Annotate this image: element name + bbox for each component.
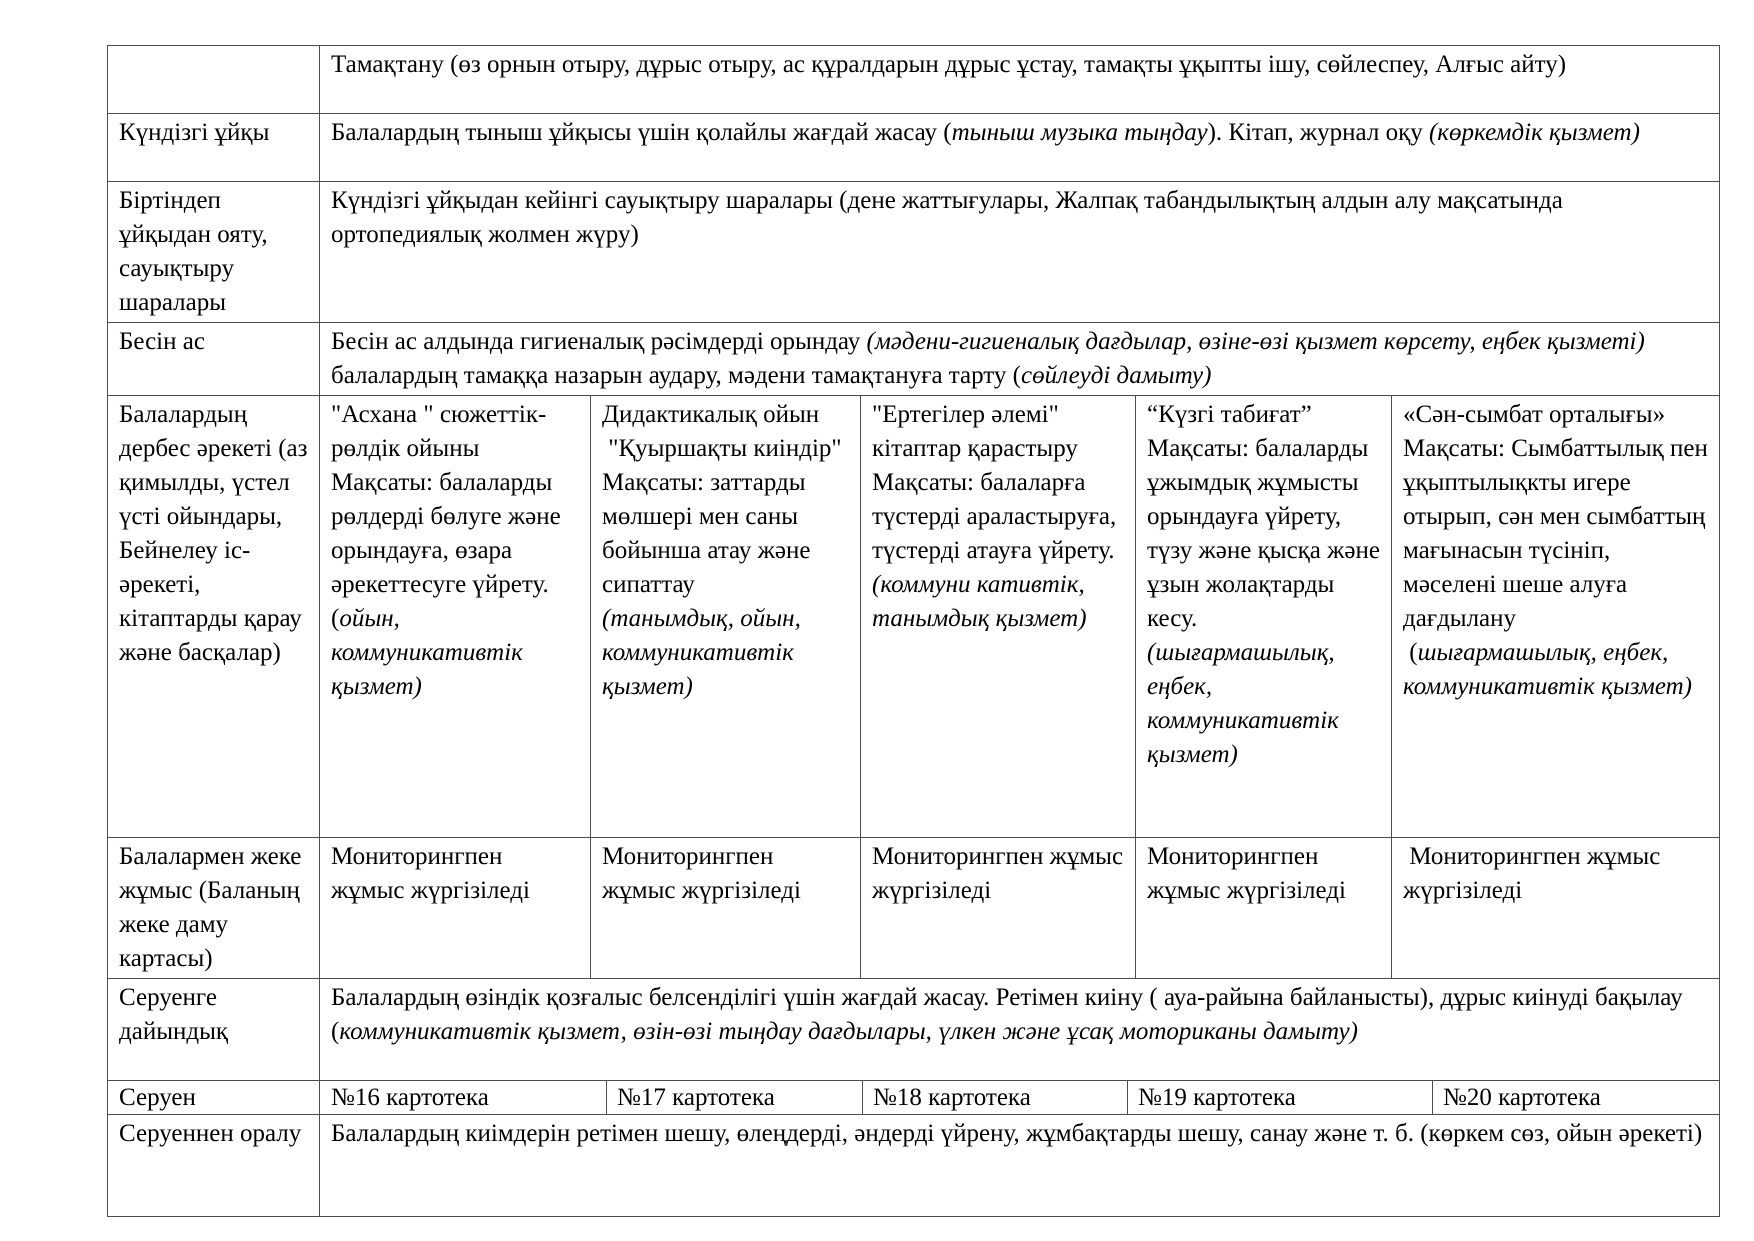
individual-work-cell: Мониторингпен жұмыс жүргізіледі bbox=[320, 838, 591, 979]
cell-divider bbox=[1127, 1081, 1128, 1114]
daily-schedule-table bbox=[107, 45, 1720, 1217]
row-meal-label bbox=[108, 46, 320, 114]
row-return-from-walk-text: Балалардың киімдерін ретімен шешу, өлеңдерді, әндерді үйрену, жұмбақтарды шешу, санау және т. б. (көркем сөз, ойын әрекеті) bbox=[320, 1115, 1720, 1217]
row-daytime-sleep bbox=[108, 114, 1720, 182]
text-part: Балалардың өзіндік қозғалыс белсенділігі үшін жағдай жасау. Ретімен киіну ( ауа-райына байланысты), дұрыс киінуді бақылау ( bbox=[331, 984, 1683, 1045]
activity-text: Дидактикалық ойын "Қуыршақты киіндір" Мақсаты: заттарды мөлшері мен саны бойынша атау және сипаттау bbox=[602, 401, 842, 598]
individual-work-cell: Мониторингпен жұмыс жүргізіледі bbox=[861, 838, 1136, 979]
row-walk-prep-label: Серуенге дайындық bbox=[108, 979, 320, 1081]
row-wake-up-label: Біртіндеп ұйқыдан ояту, сауықтыру шаралары bbox=[108, 182, 320, 323]
row-afternoon-snack-label: Бесін ас bbox=[108, 323, 320, 396]
row-wake-up bbox=[108, 182, 1720, 323]
activity-category: (танымдық, ойын, коммуникативтік қызмет) bbox=[602, 605, 808, 700]
row-daytime-sleep-label: Күндізгі ұйқы bbox=[108, 114, 320, 182]
walk-card: №18 картотека bbox=[873, 1084, 1031, 1111]
cell-divider bbox=[1432, 1081, 1433, 1114]
activity-text: "Ертегілер әлемі" кітаптар қарастыру Мақсаты: балаларға түстерді араластыруға, түстерді атауға үйрету. bbox=[872, 401, 1117, 564]
row-walk-cards bbox=[320, 1081, 1720, 1115]
row-meal bbox=[108, 46, 1720, 114]
activity-text: "Асхана " сюжеттік-рөлдік ойыны Мақсаты: балаларды рөлдерді бөлуге және орындауға, өзара әрекеттесуге үйрету. ( bbox=[331, 401, 561, 632]
activity-text: «Сән-сымбат орталығы» Мақсаты: Сымбаттылық пен ұқыптылықкты игере отырып, сән мен сымбаттың мағынасын түсініп, мәселені шеше алуға дағдылану ( bbox=[1403, 401, 1708, 666]
row-walk-label: Серуен bbox=[108, 1081, 320, 1115]
individual-work-cell: Мониторингпен жұмыс жүргізіледі bbox=[1136, 838, 1392, 979]
row-afternoon-snack bbox=[108, 323, 1720, 396]
text-part-italic: (мәдени-гигиеналық дағдылар, өзіне-өзі қызмет көрсету, еңбек қызметі) bbox=[866, 328, 1645, 355]
text-part: ). Кітап, журнал оқу bbox=[1207, 119, 1429, 146]
row-wake-up-text: Күндізгі ұйқыдан кейінгі сауықтыру шаралары (дене жаттығулары, Жалпақ табандылықтың алдын алу мақсатында ортопедиялық жолмен жүру) bbox=[320, 182, 1720, 323]
activity-category: (шығармашылық, еңбек, коммуникативтік қызмет) bbox=[1147, 639, 1346, 768]
walk-card: №17 картотека bbox=[617, 1084, 775, 1111]
row-independent-activity bbox=[108, 396, 1720, 838]
text-part: балалардың тамаққа назарын аудару, мәдени тамақтануға тарту ( bbox=[331, 362, 1021, 389]
row-afternoon-snack-text bbox=[320, 323, 1720, 396]
activity-cell bbox=[1392, 396, 1720, 838]
text-part-italic: коммуникативтік қызмет, өзін-өзі тыңдау дағдылары, үлкен және ұсақ моториканы дамыту) bbox=[339, 1018, 1358, 1045]
row-return-from-walk bbox=[108, 1115, 1720, 1217]
row-meal-text: Тамақтану (өз орнын отыру, дұрыс отыру, ас құралдарын дұрыс ұстау, тамақты ұқыпты ішу, сөйлеспеу, Алғыс айту) bbox=[320, 46, 1720, 114]
row-return-from-walk-label: Серуеннен оралу bbox=[108, 1115, 320, 1217]
individual-work-cell: Мониторингпен жұмыс жүргізіледі bbox=[1392, 838, 1720, 979]
individual-work-cell: Мониторингпен жұмыс жүргізіледі bbox=[591, 838, 861, 979]
walk-card: №20 картотека bbox=[1443, 1084, 1601, 1111]
activity-cell bbox=[1136, 396, 1392, 838]
text-part-italic: тыныш музыка тыңдау bbox=[951, 119, 1208, 146]
activity-cell bbox=[320, 396, 591, 838]
row-daytime-sleep-text bbox=[320, 114, 1720, 182]
text-part: Балалардың тыныш ұйқысы үшін қолайлы жағдай жасау ( bbox=[331, 119, 952, 146]
row-independent-activity-label: Балалардың дербес әрекеті (аз қимылды, үстел үсті ойындары, Бейнелеу іс-әрекеті, кітаптарды қарау және басқалар) bbox=[108, 396, 320, 838]
activity-category: ойын, коммуникативтік қызмет) bbox=[331, 605, 530, 700]
text-part-italic: сөйлеуді дамыту) bbox=[1020, 362, 1212, 389]
walk-card: №16 картотека bbox=[331, 1084, 489, 1111]
text-part-italic: (көркемдік қызмет) bbox=[1428, 119, 1640, 146]
row-individual-work-label: Балалармен жеке жұмыс (Баланың жеке даму картасы) bbox=[108, 838, 320, 979]
activity-cell bbox=[591, 396, 861, 838]
row-individual-work bbox=[108, 838, 1720, 979]
cell-divider bbox=[862, 1081, 863, 1114]
row-walk-prep-text bbox=[320, 979, 1720, 1081]
text-part: Бесін ас алдында гигиеналық рәсімдерді орындау bbox=[331, 328, 867, 355]
walk-card: №19 картотека bbox=[1138, 1084, 1296, 1111]
cell-divider bbox=[606, 1081, 607, 1114]
schedule-page bbox=[107, 45, 1719, 1217]
row-walk-prep bbox=[108, 979, 1720, 1081]
row-walk bbox=[108, 1081, 1720, 1115]
activity-category: (коммуни кативтік, танымдық қызмет) bbox=[872, 571, 1091, 632]
activity-text: “Күзгі табиғат” Мақсаты: балаларды ұжымдық жұмысты орындауға үйрету, түзу және қысқа және ұзын жолақтарды кесу. bbox=[1147, 401, 1380, 632]
activity-category: шығармашылық, еңбек, коммуникативтік қызмет) bbox=[1403, 639, 1692, 700]
activity-cell bbox=[861, 396, 1136, 838]
